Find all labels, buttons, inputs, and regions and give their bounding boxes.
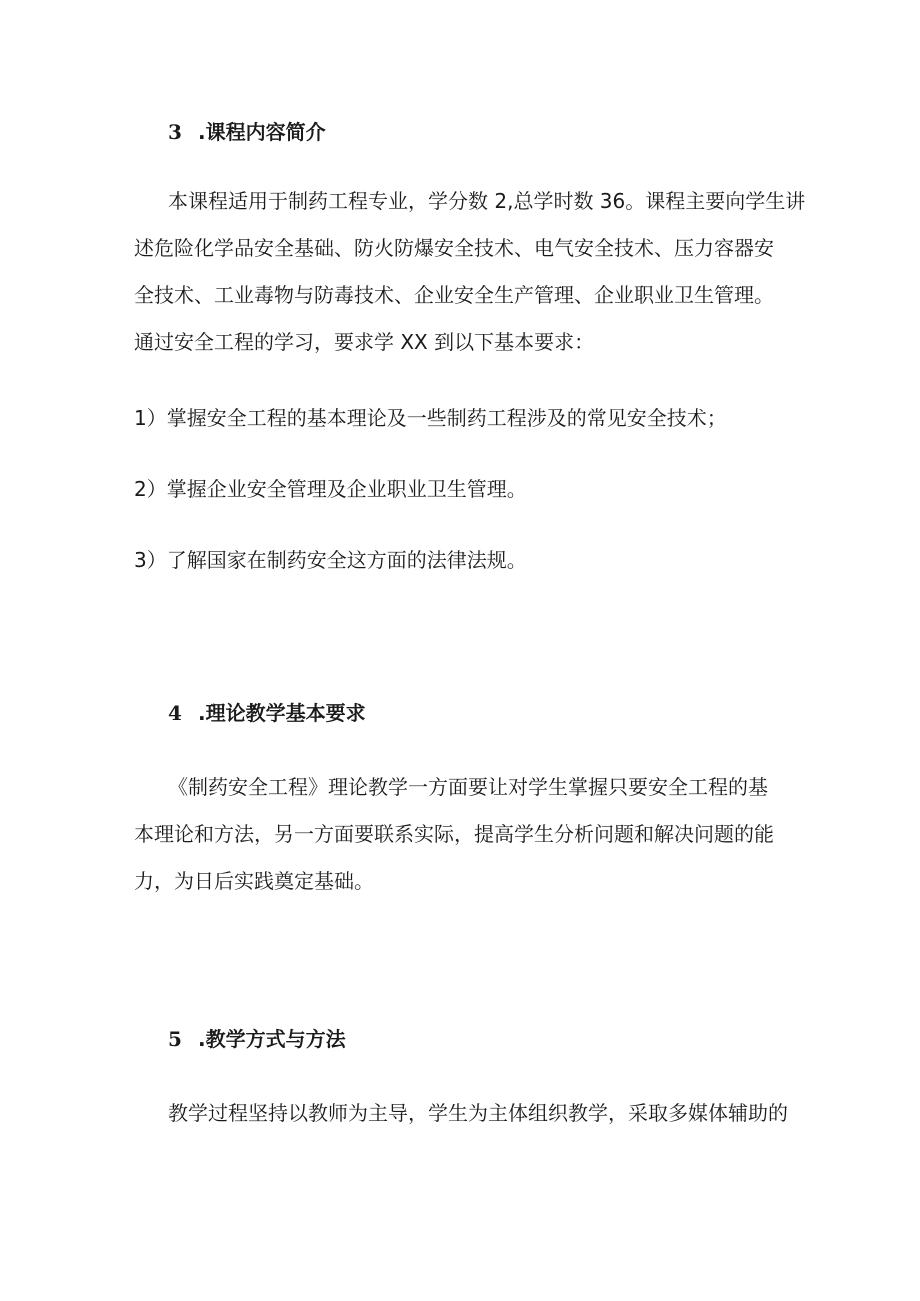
- paragraph-line: 力，为日后实践奠定基础。: [134, 869, 374, 893]
- section-5-title: .教学方式与方法: [198, 1027, 346, 1051]
- requirement-item-3: 3）了解国家在制药安全这方面的法律法规。: [134, 548, 527, 572]
- section-5-heading: [168, 1024, 346, 1054]
- section-4-paragraph: [134, 764, 796, 905]
- paragraph-line: 《制药安全工程》理论教学一方面要让对学生掌握只要安全工程的基: [168, 775, 768, 799]
- paragraph-line: 教学过程坚持以教师为主导，学生为主体组织教学，采取多媒体辅助的: [168, 1101, 788, 1125]
- requirement-item-2: 2）掌握企业安全管理及企业职业卫生管理。: [134, 477, 527, 501]
- section-3-heading: [168, 117, 326, 147]
- section-4-title: .理论教学基本要求: [198, 701, 366, 725]
- section-5-number: 5: [168, 1027, 182, 1051]
- section-5-paragraph: [134, 1090, 796, 1137]
- paragraph-line: 通过安全工程的学习，要求学 XX 到以下基本要求：: [134, 330, 595, 354]
- paragraph-line: 述危险化学品安全基础、防火防爆安全技术、电气安全技术、压力容器安: [134, 236, 774, 260]
- paragraph-line: 本理论和方法，另一方面要联系实际，提高学生分析问题和解决问题的能: [134, 822, 774, 846]
- section-4-heading: [168, 698, 366, 728]
- paragraph-line: 全技术、工业毒物与防毒技术、企业安全生产管理、企业职业卫生管理。: [134, 283, 774, 307]
- section-3-title: .课程内容简介: [198, 120, 326, 144]
- paragraph-line: 本课程适用于制药工程专业，学分数 2,总学时数 36。课程主要向学生讲: [168, 189, 806, 213]
- section-3-number: 3: [168, 120, 182, 144]
- section-4-number: 4: [168, 701, 182, 725]
- requirement-item-1: 1）掌握安全工程的基本理论及一些制药工程涉及的常见安全技术；: [134, 406, 727, 430]
- section-3-paragraph: [134, 178, 806, 366]
